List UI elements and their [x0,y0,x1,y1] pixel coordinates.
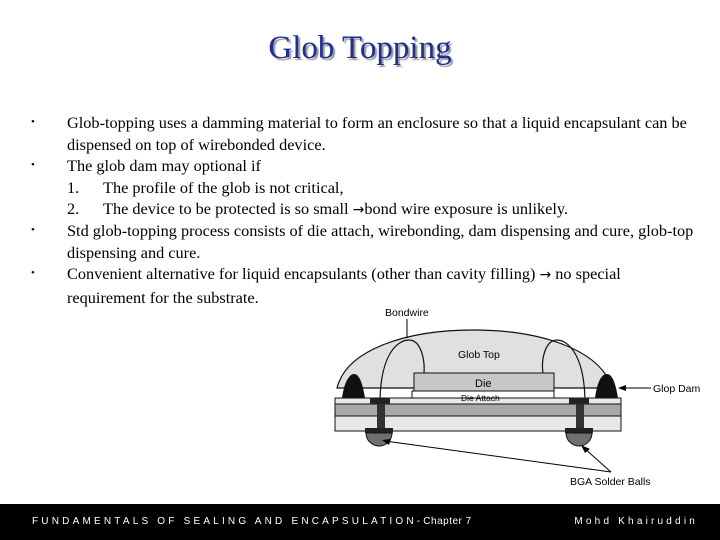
footer-author: Mohd Khairuddin [574,516,698,527]
pad [569,398,589,404]
bullet-intro: The glob dam may optional if [67,156,261,175]
bullet-text-part: no special requirement for the substrate. [67,264,621,307]
pad [370,398,390,404]
solder-ball [566,433,592,446]
numbered-item [67,177,697,199]
bullet-text: Glob-topping uses a damming material to form an enclosure so that a liquid encapsulant can be dispensed on top of wirebonded device. [67,113,687,154]
bullet-marker: • [31,267,35,279]
via [576,404,584,431]
arrow-icon: → [539,267,552,283]
die-attach-label: Die Attach [461,393,500,403]
bullet-text-part: Convenient alternative for liquid encapsulants (other than cavity filling) [67,264,540,283]
glop-dam-label: Glop Dam [653,383,701,395]
footer-course-title [32,516,472,527]
footer-course-name: FUNDAMENTALS OF SEALING AND ENCAPSULATION- [32,516,424,527]
item-text: The device to be protected is so small [103,199,353,218]
arrowhead-icon [618,385,626,391]
bullet-marker: • [31,224,35,236]
numbered-item [67,198,697,222]
arrow-icon: → [352,202,365,218]
glob-top-label: Glob Top [458,349,500,361]
footer-bar [0,504,720,540]
footer-chapter: Chapter 7 [423,516,472,527]
item-text: bond wire exposure is unlikely. [364,199,569,218]
item-number: 1. [67,177,80,197]
bullet-text [67,155,697,222]
slide-title: Glob Topping [268,30,452,66]
glob-topping-diagram [325,300,720,495]
die-label: Die [475,378,492,390]
pad [565,428,593,433]
item-text: The profile of the glob is not critical, [103,177,344,197]
bullet-marker: • [31,159,35,171]
bondwire-label: Bondwire [385,307,429,319]
item-number: 2. [67,199,80,218]
bga-solder-balls-label: BGA Solder Balls [570,476,651,488]
bullet-text: Std glob-topping process consists of die attach, wirebonding, dam dispensing and cure, glob-top dispensing and cure. [67,221,694,262]
via [377,404,385,431]
pad [365,428,393,433]
bullet-marker: • [31,116,35,128]
